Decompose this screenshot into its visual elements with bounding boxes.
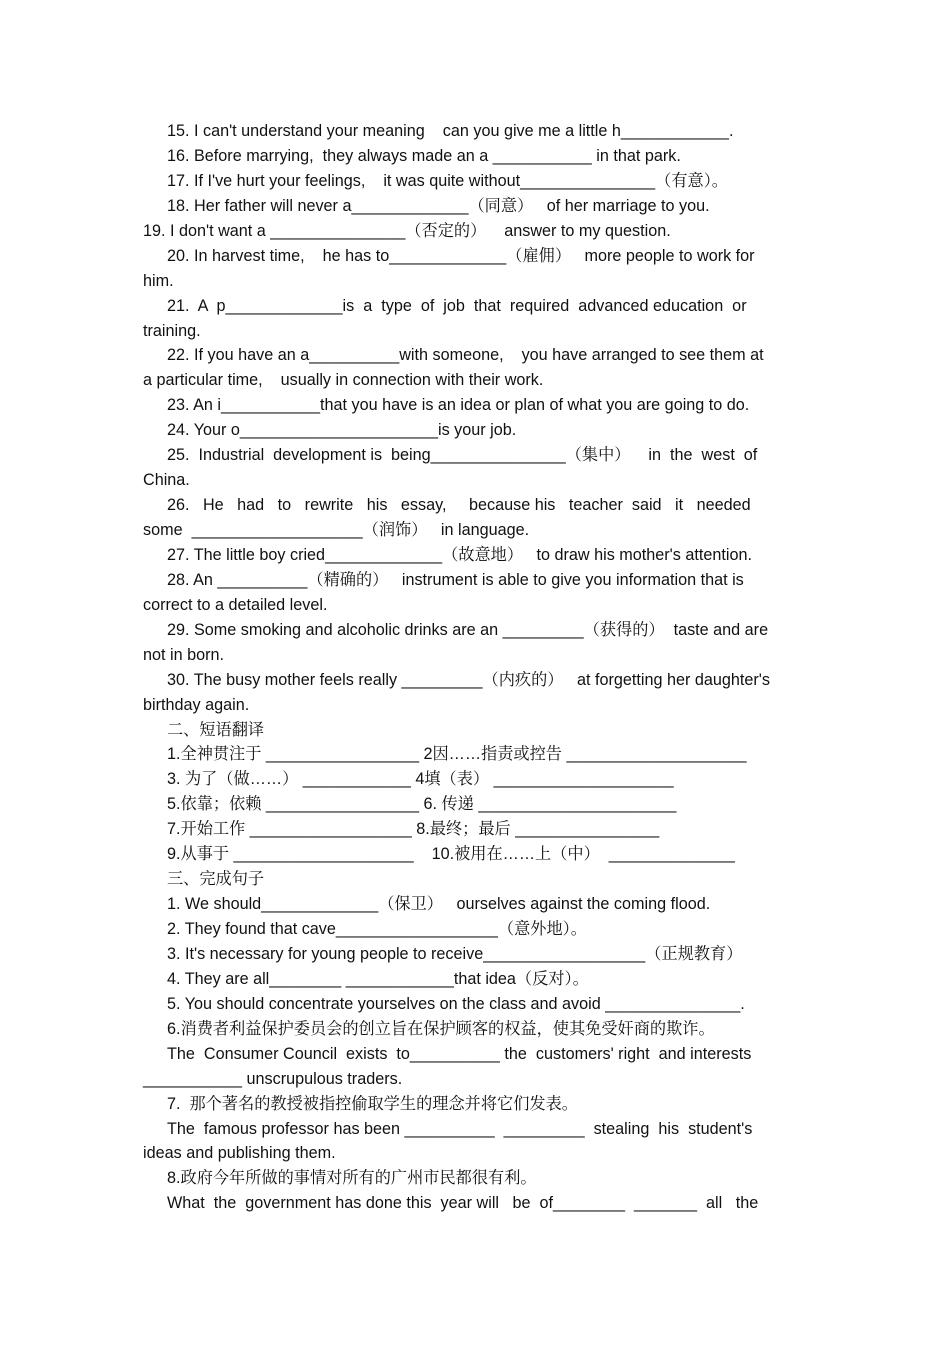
question-27: 27. The little boy cried_____________（故意地） to draw his mother's attention. [167,545,752,564]
phrase-row-4: 7.开始工作 __________________ 8.最终；最后 ________________ [167,820,660,839]
sentence-2: 2. They found that cave__________________（意外地）。 [167,920,587,938]
question-17: 17. If I've hurt your feelings, it was quite without_______________（有意）。 [167,171,728,190]
question-30-cont: birthday again. [143,695,250,714]
question-15: 15. I can't understand your meaning can you give me a little h____________. [167,122,734,140]
sentence-6-chinese: 6.消费者利益保护委员会的创立旨在保护顾客的权益，使其免受奸商的欺诈。 [167,1019,715,1038]
question-25: 25. Industrial development is being_______________（集中） in the west of [167,446,758,465]
phrase-row-3: 5.依靠；依赖 _________________ 6. 传递 ______________________ [167,795,677,814]
question-29: 29. Some smoking and alcoholic drinks are an _________（获得的） taste and are [167,620,769,639]
question-24: 24. Your o______________________is your job. [167,421,517,440]
question-25-cont: China. [143,471,190,490]
question-28-cont: correct to a detailed level. [143,595,328,614]
question-20-cont: him. [143,271,174,290]
question-23: 23. An i___________that you have is an idea or plan of what you are going to do. [167,396,750,415]
phrase-row-5: 9.从事于 ____________________ 10.被用在……上（中） ______________ [167,845,735,864]
sentence-3: 3. It's necessary for young people to receive__________________（正规教育） [167,944,743,963]
sentence-7-chinese: 7. 那个著名的教授被指控偷取学生的理念并将它们发表。 [167,1094,578,1113]
phrase-row-2: 3. 为了（做……） ____________ 4填（表） ____________________ [167,770,674,789]
question-20: 20. In harvest time, he has to_____________（雇佣） more people to work for [167,246,755,265]
question-26: 26. He had to rewrite his essay, because his teacher said it needed [167,496,751,515]
question-16: 16. Before marrying, they always made an a ___________ in that park. [167,146,681,165]
question-22: 22. If you have an a__________with someone, you have arranged to see them at [167,346,764,365]
sentence-4: 4. They are all________ ____________that idea（反对）。 [167,969,589,988]
section-heading-phrases: 二、短语翻译 [167,720,265,739]
worksheet-page [143,119,823,1216]
question-30: 30. The busy mother feels really _________（内疚的） at forgetting her daughter's [167,670,770,689]
question-29-cont: not in born. [143,645,224,664]
sentence-6-english: The Consumer Council exists to__________ the customers' right and interests [167,1044,752,1063]
question-18: 18. Her father will never a_____________（同意） of her marriage to you. [167,196,710,215]
section-heading-sentences: 三、完成句子 [167,870,265,889]
question-22-cont: a particular time, usually in connection with their work. [143,371,544,390]
sentence-8-english: What the government has done this year will be of________ _______ all the [167,1194,759,1213]
question-21-cont: training. [143,321,201,340]
question-19: 19. I don't want a _______________（否定的） answer to my question. [143,221,671,240]
sentence-5: 5. You should concentrate yourselves on the class and avoid _______________. [167,994,745,1013]
sentence-7-english: The famous professor has been __________ _________ stealing his student's [167,1119,753,1138]
phrase-row-1: 1.全神贯注于 _________________ 2因……指责或控告 ____________________ [167,745,747,764]
sentence-1: 1. We should_____________（保卫） ourselves against the coming flood. [167,895,711,914]
sentence-6-english-cont: ___________ unscrupulous traders. [143,1069,403,1088]
sentence-7-english-cont: ideas and publishing them. [143,1144,336,1163]
question-28: 28. An __________（精确的） instrument is able to give you information that is [167,570,744,589]
question-21: 21. A p_____________is a type of job that required advanced education or [167,296,747,315]
sentence-8-chinese: 8.政府今年所做的事情对所有的广州市民都很有利。 [167,1169,537,1188]
question-26-cont: some ___________________（润饰） in language. [143,521,530,539]
